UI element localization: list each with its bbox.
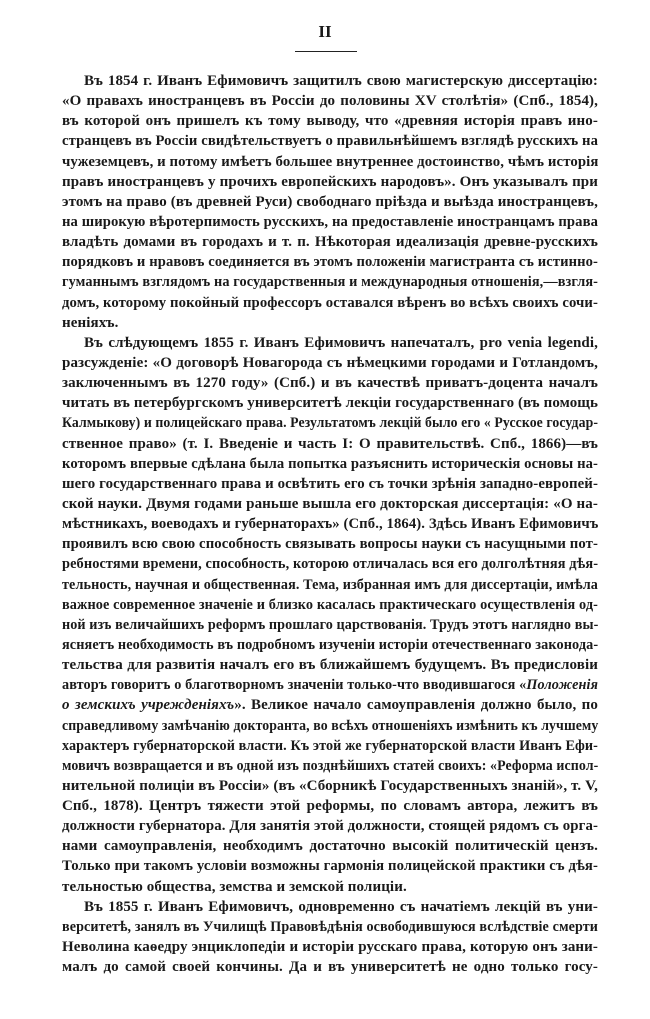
text-line (62, 494, 598, 514)
text-line (62, 353, 598, 373)
text-segment: верситетѣ, занялъ въ Училищѣ Правовѣдѣнія освободившуюся вслѣдствіе смерти (62, 918, 598, 935)
text-segment: нами самоуправленія, необходимъ достаточно высокій политическій цензъ. (62, 838, 598, 855)
text-line (62, 454, 598, 474)
text-segment: нительной полиціи въ Россіи» (въ «Сборникѣ Государственныхъ знаній», т. V, (62, 777, 598, 794)
italic-text: о земскихъ учрежденіяхъ (62, 697, 235, 714)
text-segment: Спб., 1878). Центръ тяжести этой реформы, по словамъ автора, лежитъ въ (62, 798, 598, 815)
text-line (62, 897, 598, 917)
text-segment: владѣть домами въ городахъ и т. п. Нѣкоторая идеализація древне-русскихъ (62, 234, 598, 251)
text-segment: ясняетъ необходимость въ подробномъ изученіи исторіи отечественнаго законода- (62, 636, 599, 653)
text-segment: ». Великое начало самоуправленія должно было, по (234, 697, 598, 714)
text-segment: чужеземцевъ, и потому имѣетъ большее внутреннее достоинство, чѣмъ исторія (62, 153, 599, 170)
text-segment: на широкую вѣротерпимость русскихъ, на предоставленіе иностранцамъ права (62, 213, 598, 230)
text-line (62, 675, 598, 695)
text-segment: которомъ впервые сдѣлана была попытка разъяснить историческія основы на- (62, 455, 598, 472)
text-line (62, 252, 598, 272)
text-segment: проявилъ всю свою способность связывать вопросы науки съ насущными пот- (62, 536, 598, 553)
text-segment: должности губернатора. Для занятія этой должности, стоящей рядомъ съ орга- (62, 818, 598, 835)
text-line (62, 131, 598, 151)
text-segment: справедливому замѣчанію докторанта, во всѣхъ отношеніяхъ измѣнить къ лучшему (62, 717, 599, 734)
text-line (62, 91, 598, 111)
text-segment: тельства для развитія началъ его въ ближайшемъ будущемъ. Въ предисловіи (62, 657, 598, 674)
page-number: II (318, 22, 332, 41)
text-segment: мѣстникахъ, воеводахъ и губернаторахъ» (Спб., 1864). Здѣсь Иванъ Ефимовичъ (62, 516, 599, 533)
text-line (62, 957, 598, 977)
text-segment: странцевъ въ Россіи свидѣтельствуетъ о правильнѣйшемъ взглядѣ русскихъ на (62, 133, 598, 150)
text-line (62, 393, 598, 413)
text-line (62, 695, 598, 715)
text-line (62, 554, 598, 574)
text-line (62, 534, 598, 554)
text-line (62, 856, 598, 876)
text-line (62, 635, 598, 655)
text-line (62, 111, 598, 131)
italic-text: Положенія (526, 677, 598, 694)
text-segment: гуманнымъ взглядомъ на государственныя и международныя отношенія,—взгля- (62, 274, 598, 291)
text-line (62, 836, 598, 856)
text-segment: ственное право» (т. I. Введеніе и часть I: О правительствѣ. Спб., 1866)—въ (62, 435, 598, 452)
text-segment: Калмыкову) и полицейскаго права. Результатомъ лекцій было его « Русское государ- (62, 415, 598, 432)
text-segment: малъ до самой своей кончины. Да и въ университетѣ не одно только госу- (62, 959, 598, 976)
text-line (62, 756, 598, 776)
text-segment: ной изъ величайшихъ реформъ прошлаго царствованія. Трудъ этотъ наглядно вы- (62, 616, 599, 633)
text-line (62, 293, 598, 313)
text-segment: ской науки. Двумя годами раньше вышла его докторская диссертація: «О на- (62, 495, 598, 512)
body-text (62, 71, 598, 977)
text-segment: характеръ губернаторской власти. Къ этой же губернаторской власти Иванъ Ефи- (62, 737, 598, 754)
text-line (62, 917, 598, 937)
text-line (62, 937, 598, 957)
text-line (62, 232, 598, 252)
text-line (62, 192, 598, 212)
text-segment: неніяхъ. (62, 314, 119, 331)
text-segment: этомъ на право (въ древней Руси) свободнаго пріѣзда и выѣзда иностранцевъ, (62, 193, 598, 210)
text-segment: шего государственнаго права и освѣтить его съ точки зрѣнія западно-европей- (62, 475, 598, 492)
text-line (62, 71, 598, 91)
text-segment: мовичъ возвращается и въ одной изъ позднѣйшихъ статей своихъ: «Реформа испол- (62, 757, 599, 774)
text-line (62, 172, 598, 192)
header-rule (295, 51, 357, 52)
text-line (62, 474, 598, 494)
text-segment: порядковъ и нравовъ соединяется въ этомъ положеніи магистранта съ истинно- (62, 254, 598, 271)
text-line (62, 816, 598, 836)
text-segment: Неволина каѳедру энциклопедіи и исторіи русскаго права, которую онъ зани- (62, 939, 598, 956)
text-segment: Только при такомъ условіи возможны гармонія полицейской практики съ дѣя- (62, 858, 598, 875)
text-line (62, 575, 598, 595)
text-line (62, 152, 598, 172)
text-segment: тельностью общества, земства и земской полиціи. (62, 878, 407, 895)
text-line (62, 272, 598, 292)
text-line (62, 373, 598, 393)
text-segment: Въ 1854 г. Иванъ Ефимовичъ защитилъ свою магистерскую диссертацію: (84, 73, 598, 89)
text-line (62, 514, 598, 534)
text-line (62, 413, 598, 433)
text-segment: заключеннымъ въ 1270 году» (Спб.) и въ качествѣ приватъ-доцента началъ (62, 375, 598, 392)
text-line (62, 333, 598, 353)
text-segment: «О правахъ иностранцевъ въ Россіи до половины XV столѣтія» (Спб., 1854), (62, 93, 598, 110)
text-segment: ребностями времени, способность, которою отличалась вся его долголѣтняя дѣя- (62, 556, 599, 573)
text-line (62, 716, 598, 736)
text-segment: разсужденіе: «О договорѣ Новагорода съ нѣмецкими городами и Готландомъ, (62, 354, 598, 371)
text-line (62, 736, 598, 756)
text-segment: важное современное значеніе и близко касалась практическаго осуществленія од- (62, 596, 598, 613)
text-line (62, 595, 598, 615)
text-segment: читать въ петербургскомъ университетѣ лекціи государственнаго (въ помощь (62, 395, 598, 412)
text-line (62, 212, 598, 232)
text-line (62, 877, 598, 897)
text-segment: авторъ говоритъ о благотворномъ значеніи только-что вводившагося « (62, 677, 527, 694)
text-segment: домъ, которому покойный профессоръ оставался вѣренъ во всѣхъ своихъ сочи- (62, 294, 598, 311)
text-segment: правъ иностранцевъ у прочихъ европейскихъ народовъ». Онъ указывалъ при (62, 173, 598, 190)
text-line (62, 796, 598, 816)
text-segment: Въ 1855 г. Иванъ Ефимовичъ, одновременно съ начатіемъ лекцій въ уни- (84, 898, 598, 915)
text-segment: въ которой онъ пришелъ къ тому выводу, что «древняя исторія правъ ино- (62, 113, 598, 130)
text-line (62, 434, 598, 454)
text-line (62, 313, 598, 333)
text-line (62, 655, 598, 675)
text-segment: тельность, научная и общественная. Тема, избранная имъ для диссертаціи, имѣла (62, 576, 598, 593)
text-line (62, 776, 598, 796)
text-segment: Въ слѣдующемъ 1855 г. Иванъ Ефимовичъ напечаталъ, pro venia legendi, (84, 334, 598, 351)
text-line (62, 615, 598, 635)
